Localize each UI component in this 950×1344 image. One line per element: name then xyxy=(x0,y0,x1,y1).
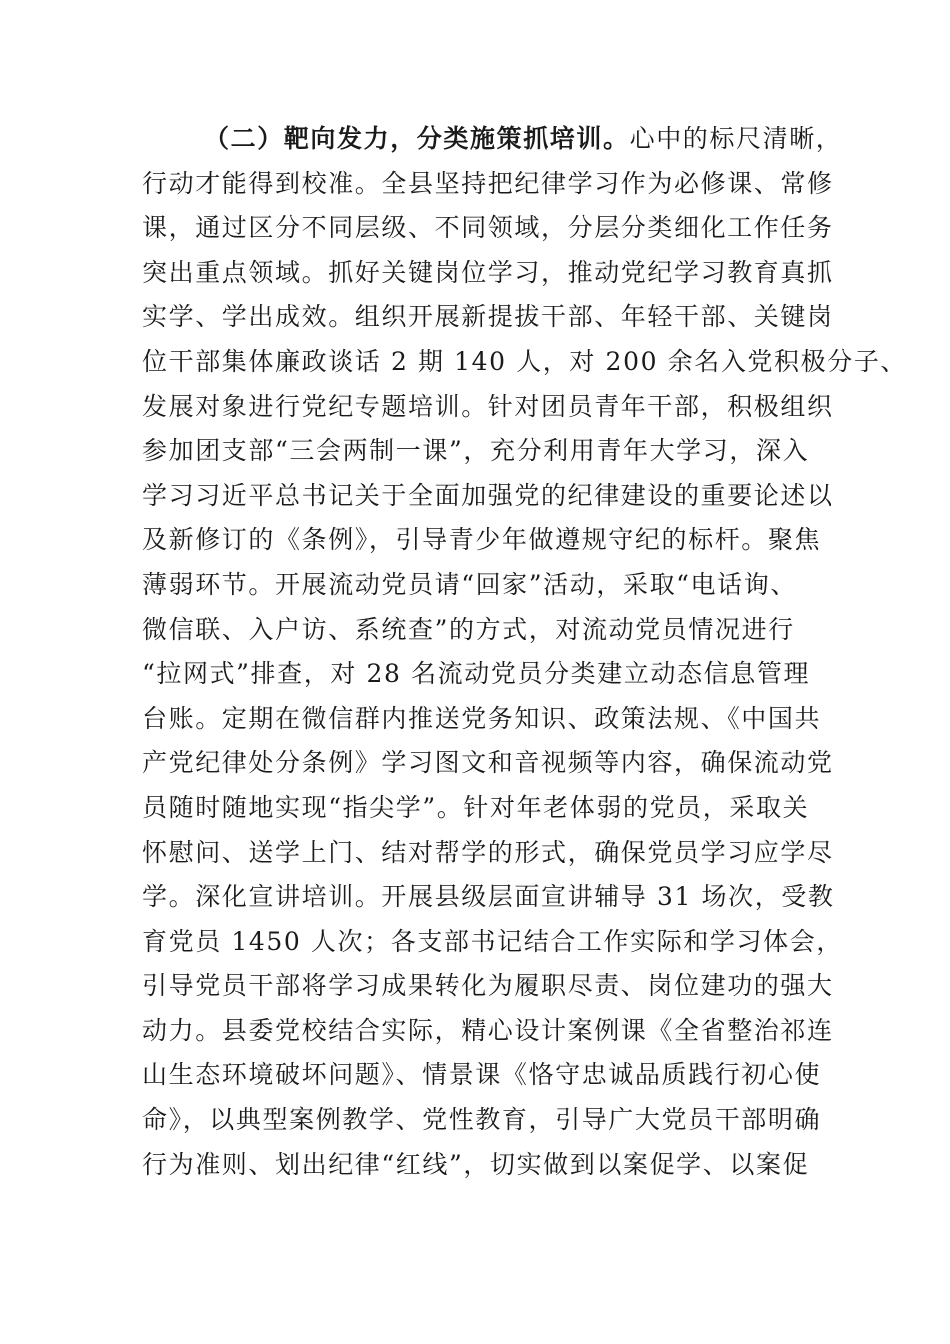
paragraph-line: 命》，以典型案例教学、党性教育，引导广大党员干部明确 xyxy=(142,1105,822,1135)
paragraph-line: 育党员 1450 人次；各支部书记结合工作实际和学习体会， xyxy=(142,926,843,956)
paragraph-line: 位干部集体廉政谈话 2 期 140 人，对 200 余名入党积极分子、 xyxy=(142,346,908,376)
section-heading: （二）靶向发力，分类施策抓培训。 xyxy=(204,124,630,153)
paragraph-line: 行为准则、划出纪律“红线”，切实做到以案促学、以案促 xyxy=(142,1149,810,1179)
paragraph-line: 课，通过区分不同层级、不同领域，分层分类细化工作任务 xyxy=(142,213,834,243)
paragraph-line: 学习习近平总书记关于全面加强党的纪律建设的重要论述以 xyxy=(142,480,834,510)
paragraph-line: 动力。县委党校结合实际，精心设计案例课《全省整治祁连 xyxy=(142,1015,834,1045)
paragraph-line: 引导党员干部将学习成果转化为履职尽责、岗位建功的强大 xyxy=(142,971,834,1001)
paragraph-line: 行动才能得到校准。全县坚持把纪律学习作为必修课、常修 xyxy=(142,168,834,198)
paragraph-line: 突出重点领域。抓好关键岗位学习，推动党纪学习教育真抓 xyxy=(142,257,834,287)
paragraph-line: 员随时随地实现“指尖学”。针对年老体弱的党员，采取关 xyxy=(142,792,810,822)
paragraph-line: “拉网式”排查，对 28 名流动党员分类建立动态信息管理 xyxy=(142,659,811,689)
paragraph-line: 怀慰问、送学上门、结对帮学的形式，确保党员学习应学尽 xyxy=(142,837,834,867)
paragraph-line: 学。深化宣讲培训。开展县级层面宣讲辅导 31 场次，受教 xyxy=(142,882,835,912)
paragraph-line: 微信联、入户访、系统查”的方式，对流动党员情况进行 xyxy=(142,614,795,644)
paragraph-line: 实学、学出成效。组织开展新提拔干部、年轻干部、关键岗 xyxy=(142,302,834,332)
paragraph-line: 山生态环境破坏问题》、情景课《恪守忠诚品质践行初心使 xyxy=(142,1060,822,1090)
body-paragraph xyxy=(142,117,908,1187)
paragraph-line: 参加团支部“三会两制一课”，充分利用青年大学习，深入 xyxy=(142,436,810,466)
paragraph-line: 及新修订的《条例》，引导青少年做遵规守纪的标杆。聚焦 xyxy=(142,525,822,555)
paragraph-text: 心中的标尺清晰， xyxy=(629,124,843,153)
paragraph-line: 台账。定期在微信群内推送党务知识、政策法规、《中国共 xyxy=(142,703,822,733)
paragraph-line: 薄弱环节。开展流动党员请“回家”活动，采取“电话询、 xyxy=(142,569,797,599)
paragraph-line: 发展对象进行党纪专题培训。针对团员青年干部，积极组织 xyxy=(142,391,834,421)
paragraph-line: 产党纪律处分条例》学习图文和音视频等内容，确保流动党 xyxy=(142,748,834,778)
paragraph-line xyxy=(142,117,842,162)
